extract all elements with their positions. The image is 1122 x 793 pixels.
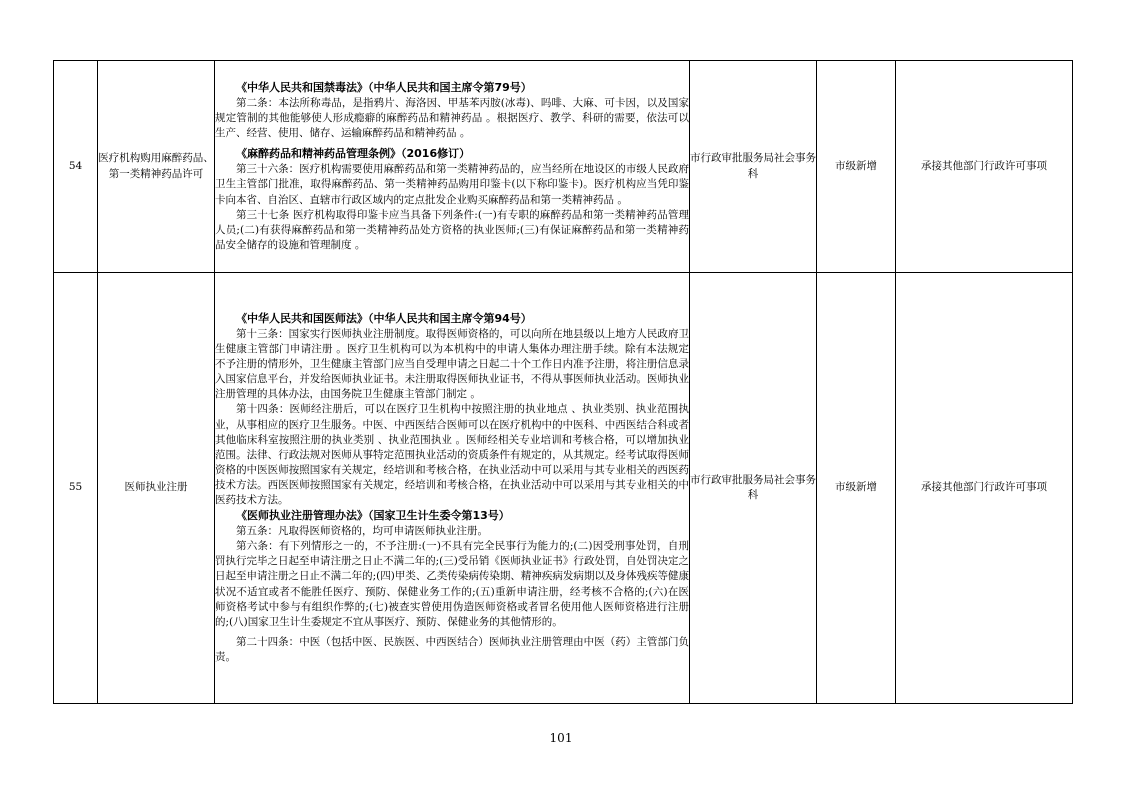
row-number: 55 [54,273,98,704]
article-paragraph: 第十三条：国家实行医师执业注册制度。取得医师资格的，可以向所在地县级以上地方人民政府卫生健康主管部门申请注册 。医疗卫生机构可以为本机构中的申请人集体办理注册手续。除有本法规定不予注册的情形外，卫生健康主管部门应当自受理申请之日起二十个工作日内准予注册，将注册信息录入国家信息平台，并发给医师执业证书。未注册取得医师执业证书，不得从事医师执业活动。医师执业注册管理的具体办法，由国务院卫生健康主管部门制定 。 [215,328,689,401]
item-name: 医师执业注册 [98,273,215,704]
department: 市行政审批服务局社会事务科 [690,61,817,273]
article-paragraph: 第二十四条：中医（包括中医、民族医、中西医结合）医师执业注册管理由中医（药）主管部门负责。 [215,635,689,663]
legal-basis [215,273,690,704]
law-title: 《麻醉药品和精神药品管理条例》（2016修订） [236,147,471,161]
row-number: 54 [54,61,98,273]
note: 承接其他部门行政许可事项 [896,273,1073,704]
article-paragraph: 第五条：凡取得医师资格的，均可申请医师执业注册。 [236,525,488,538]
permit-table [53,60,1073,704]
law-title: 《医师执业注册管理办法》（国家卫生计生委令第13号） [236,509,510,523]
department: 市行政审批服务局社会事务科 [690,273,817,704]
item-name: 医疗机构购用麻醉药品、第一类精神药品许可 [98,61,215,273]
law-title: 《中华人民共和国医师法》（中华人民共和国主席令第94号） [236,312,532,326]
law-title: 《中华人民共和国禁毒法》（中华人民共和国主席令第79号） [236,81,532,95]
article-paragraph: 第六条：有下列情形之一的，不予注册:(一)不具有完全民事行为能力的;(二)因受刑事处罚，自刑罚执行完毕之日起至申请注册之日止不满二年的;(三)受吊销《医师执业证书》行政处罚，自处罚决定之日起至申请注册之日止不满二年的;(四)甲类、乙类传染病传染期、精神疾病发病期以及身体残疾等健康状况不适宜或者不能胜任医疗、预防、保健业务工作的;(五)重新申请注册，经考核不合格的;(六)在医师资格考试中参与有组织作弊的;(七)被查实曾使用伪造医师资格或者冒名使用他人医师资格进行注册的;(八)国家卫生计生委规定不宜从事医疗、预防、保健业务的其他情形的。 [215,540,689,628]
level: 市级新增 [817,61,896,273]
legal-basis [215,61,690,273]
table-row [54,61,1073,273]
article-paragraph: 第三十六条：医疗机构需要使用麻醉药品和第一类精神药品的，应当经所在地设区的市级人民政府卫生主管部门批准，取得麻醉药品、第一类精神药品购用印鉴卡(以下称印鉴卡)。医疗机构应当凭印鉴卡向本省、自治区、直辖市行政区域内的定点批发企业购买麻醉药品和第一类精神药品 。 [215,163,689,206]
article-paragraph: 第三十七条 医疗机构取得印鉴卡应当具备下列条件:(一)有专职的麻醉药品和第一类精神药品管理人员;(二)有获得麻醉药品和第一类精神药品处方资格的执业医师;(三)有保证麻醉药品和第一类精神药品安全储存的设施和管理制度 。 [215,208,689,251]
article-paragraph: 第二条：本法所称毒品，是指鸦片、海洛因、甲基苯丙胺(冰毒)、吗啡、大麻、可卡因，以及国家规定管制的其他能够使人形成瘾癖的麻醉药品和精神药品 。根据医疗、教学、科研的需要，依法可以生产、经营、使用、储存、运输麻醉药品和精神药品 。 [215,97,689,140]
article-paragraph: 第十四条：医师经注册后，可以在医疗卫生机构中按照注册的执业地点 、执业类别、执业范围执业，从事相应的医疗卫生服务。中医、中西医结合医师可以在医疗机构中的中医科、中西医结合科或者其他临床科室按照注册的执业类别 、执业范围执业 。医师经相关专业培训和考核合格，可以增加执业范围。法律、行政法规对医师从事特定范围执业活动的资质条件有规定的，从其规定。经考试取得医师资格的中医医师按照国家有关规定，经培训和考核合格，在执业活动中可以采用与其专业相关的西医药技术方法。西医医师按照国家有关规定，经培训和考核合格，在执业活动中可以采用与其专业相关的中医药技术方法。 [215,403,689,507]
table-row [54,273,1073,704]
level: 市级新增 [817,273,896,704]
page-number: 101 [549,731,573,745]
note: 承接其他部门行政许可事项 [896,61,1073,273]
